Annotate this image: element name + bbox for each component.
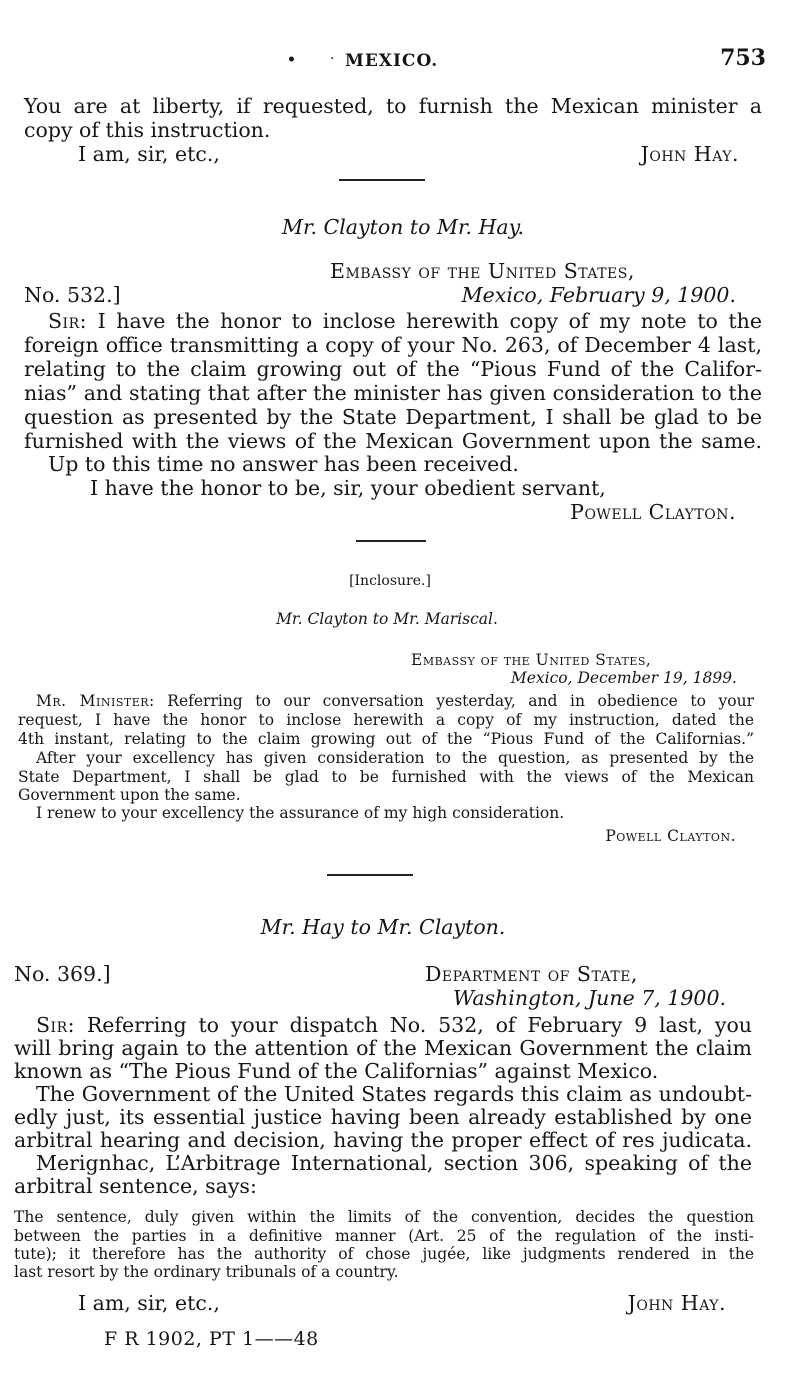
inclosure-body-line: 4th instant, relating to the claim growing out of the “Pious Fund of the Californias.” — [18, 730, 754, 748]
letter2-closing: I am, sir, etc., — [78, 1291, 220, 1315]
inclosure-body-first-line: Mr. Minister: Referring to our conversation yesterday, and in obedience to your — [36, 692, 754, 710]
section-divider — [339, 179, 425, 181]
letter1-body-first-line: Sir: I have the honor to inclose herewith copy of my note to the — [48, 309, 762, 333]
inclosure-heading: Mr. Clayton to Mr. Mariscal. — [276, 610, 498, 628]
inclosure-label: [Inclosure.] — [349, 573, 431, 589]
letter1-place-date: Mexico, February 9, 1900. — [461, 283, 736, 307]
section-divider — [356, 540, 426, 542]
letter2-number: No. 369.] — [14, 962, 111, 986]
letter1-body-line: foreign office transmitting a copy of your No. 263, of December 4 last, — [24, 333, 762, 357]
letter2-para2-line: edly just, its essential justice having been already established by one — [14, 1105, 752, 1129]
letter1-body-line: furnished with the views of the Mexican Government upon the same. — [24, 429, 762, 453]
letter2-body-first-line: Sir: Referring to your dispatch No. 532, of February 9 last, you — [36, 1013, 752, 1037]
inclosure-place-date: Mexico, December 19, 1899. — [510, 669, 737, 687]
header-bullet: • — [287, 52, 296, 68]
letter2-para3-line: Merignhac, L’Arbitrage International, section 306, speaking of the — [36, 1151, 752, 1175]
quote-line: tute); it therefore has the authority of chose jugée, like judgments rendered in the — [14, 1245, 754, 1263]
inclosure-signature: Powell Clayton. — [605, 827, 736, 845]
letter2-place-date: Washington, June 7, 1900. — [453, 986, 726, 1010]
inclosure-para3: I renew to your excellency the assurance of my high consideration. — [36, 804, 565, 822]
letter1-body-line: nias” and stating that after the minister has given consideration to the — [24, 381, 762, 405]
letter2-para2-line: The Government of the United States regards this claim as undoubt- — [36, 1082, 752, 1106]
prev-letter-closing: I am, sir, etc., — [78, 142, 220, 166]
quote-line: between the parties in a definitive manner (Art. 25 of the regulation of the insti- — [14, 1227, 754, 1245]
prev-letter-line: You are at liberty, if requested, to furnish the Mexican minister a — [24, 94, 762, 118]
quote-line: The sentence, duly given within the limits of the convention, decides the question — [14, 1208, 754, 1226]
letter1-salutation: Sir: — [48, 309, 88, 333]
letter2-para2-line: arbitral hearing and decision, having the proper effect of res judicata. — [14, 1128, 752, 1152]
inclosure-salutation: Mr. Minister: — [36, 692, 155, 710]
header-dash: · — [330, 51, 335, 67]
inclosure-para2-line: After your excellency has given consideration to the question, as presented by the — [36, 749, 754, 767]
letter2-heading: Mr. Hay to Mr. Clayton. — [260, 915, 506, 939]
letter1-closing: I have the honor to be, sir, your obedient servant, — [90, 476, 606, 500]
letter1-number: No. 532.] — [24, 283, 121, 307]
letter2-department: Department of State, — [425, 962, 638, 986]
letter1-body-line: question as presented by the State Department, I shall be glad to be — [24, 405, 762, 429]
letter1-signature: Powell Clayton. — [570, 500, 736, 524]
letter1-para2: Up to this time no answer has been received. — [48, 452, 519, 476]
running-head: MEXICO. — [345, 51, 439, 71]
letter2-body-line: will bring again to the attention of the Mexican Government the claim — [14, 1036, 752, 1060]
section-divider — [327, 874, 413, 876]
inclosure-body-line: request, I have the honor to inclose herewith a copy of my instruction, dated the — [18, 711, 754, 729]
letter1-embassy: Embassy of the United States, — [330, 259, 635, 283]
page-number: 753 — [720, 45, 766, 71]
inclosure-para2-line: State Department, I shall be glad to be furnished with the views of the Mexican — [18, 768, 754, 786]
letter2-body-line: known as “The Pious Fund of the Californias” against Mexico. — [14, 1059, 659, 1083]
letter2-salutation: Sir: — [36, 1013, 76, 1037]
inclosure-embassy: Embassy of the United States, — [411, 651, 652, 669]
letter2-signature: John Hay. — [627, 1291, 726, 1315]
prev-letter-line: copy of this instruction. — [24, 118, 271, 142]
letter2-para3-line: arbitral sentence, says: — [14, 1174, 257, 1198]
letter1-body-line: relating to the claim growing out of the “Pious Fund of the Califor- — [24, 357, 762, 381]
inclosure-para2-line: Government upon the same. — [18, 786, 241, 804]
prev-letter-signature: John Hay. — [640, 142, 739, 166]
quote-line: last resort by the ordinary tribunals of a country. — [14, 1263, 399, 1281]
letter1-heading: Mr. Clayton to Mr. Hay. — [281, 215, 525, 239]
footer-signature-mark: F R 1902, PT 1——48 — [104, 1328, 319, 1350]
